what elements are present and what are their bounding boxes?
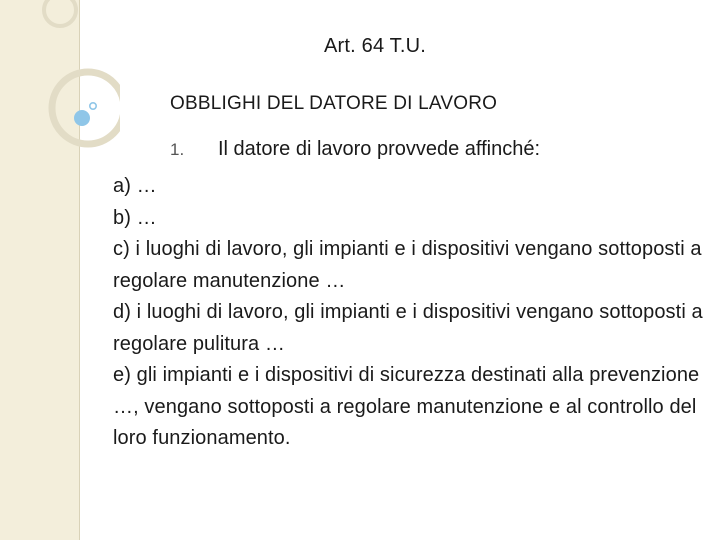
item-b: b) … bbox=[113, 206, 157, 229]
decor-ring-large bbox=[52, 72, 120, 144]
decor-dot-large bbox=[74, 110, 90, 126]
decorative-circles bbox=[0, 0, 120, 200]
item-e: e) gli impianti e i dispositivi di sicurezza destinati alla prevenzione …, vengano sottoposti a regolare manutenzione e al controllo del loro funzionamento. bbox=[113, 364, 700, 449]
item-c: c) i luoghi di lavoro, gli impianti e i dispositivi vengano sottoposti a regolare manutenzione … bbox=[113, 238, 702, 292]
slide-title: Art. 64 T.U. bbox=[323, 35, 427, 57]
list-number: 1. bbox=[170, 140, 185, 159]
decor-dot-small bbox=[90, 103, 96, 109]
decor-ring-small bbox=[44, 0, 76, 26]
numbered-list-item bbox=[170, 138, 540, 161]
item-a: a) … bbox=[113, 175, 157, 197]
slide-subtitle: OBBLIGHI DEL DATORE DI LAVORO bbox=[170, 93, 498, 114]
body-text bbox=[113, 171, 713, 455]
list-text: Il datore di lavoro provvede affinché: bbox=[218, 138, 541, 160]
item-d: d) i luoghi di lavoro, gli impianti e i dispositivi vengano sottoposti a regolare pulitura … bbox=[113, 301, 703, 355]
